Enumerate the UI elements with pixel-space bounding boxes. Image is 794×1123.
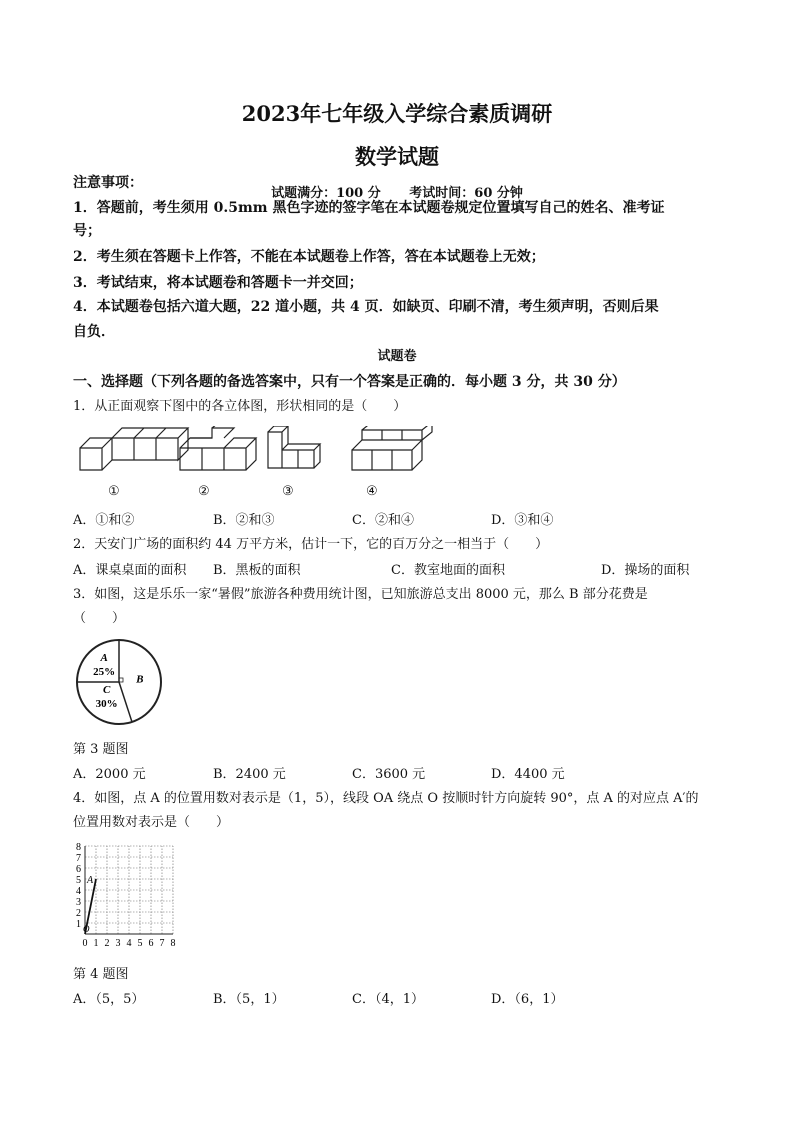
q2-stem: 2．天安门广场的面积约 44 万平方米，估计一下，它的百万分之一相当于（ ） [73,537,549,552]
q3-pie-chart [73,634,173,730]
exam-title: 2023年七年级入学综合素质调研 [241,101,553,126]
grid-x-label: 4 [126,938,132,949]
q4-option-c: C．（4，1） [352,992,424,1007]
solid-label-4: ④ [366,484,378,499]
q4-option-a: A．（5，5） [73,992,145,1007]
grid-y-label: 4 [76,886,81,897]
q2-option-b: B．黑板的面积 [213,563,301,578]
notes-heading: 注意事项： [73,175,143,191]
note-item: 1．答题前，考生须用 0.5mm 黑色字迹的签字笔在本试题卷规定位置填写自己的姓名、准考证 [73,200,665,216]
grid-x-label: 1 [93,938,99,949]
q3-option-a: A．2000 元 [73,767,146,782]
q4-stem-line2: 位置用数对表示是（ ） [73,815,230,830]
grid-x-label: 2 [104,938,110,949]
grid-y-label: 8 [76,842,81,853]
pie-slice-value-A: 25% [93,666,116,679]
solid-figure-4 [352,426,432,470]
q3-stem-paren: （ ） [73,611,126,626]
pie-slice-value-C: 30% [95,697,118,710]
grid-y-label: 7 [76,853,81,864]
q4-option-b: B．（5，1） [213,992,285,1007]
q3-caption: 第 3 题图 [73,742,129,757]
q4-option-d: D．（6，1） [491,992,564,1007]
q1-stem: 1．从正面观察下图中的各立体图，形状相同的是（ ） [73,399,407,414]
q2-option-d: D．操场的面积 [601,563,690,578]
q3-option-b: B．2400 元 [213,767,286,782]
solid-figure-1 [80,428,188,470]
subject-title: 数学试题 [355,144,439,169]
solid-label-1: ① [108,484,120,499]
time-info: 考试时间：60 分钟 [409,186,523,201]
solid-figure-3 [268,426,320,468]
solid-label-2: ② [198,484,210,499]
grid-x-label: 5 [137,938,143,949]
solid-figure-2 [180,426,256,470]
grid-x-label: 3 [115,938,121,949]
q3-option-d: D．4400 元 [491,767,565,782]
q1-option-b: B．②和③ [213,513,275,528]
q1-option-d: D．③和④ [491,513,554,528]
q4-stem: 4．如图，点 A 的位置用数对表示是（1，5），线段 OA 绕点 O 按顺时针方向旋转 90°，点 A 的对应点 A′的 [73,791,699,806]
q3-option-c: C．3600 元 [352,767,426,782]
note-item: 自负． [73,324,115,340]
q2-option-a: A．课桌桌面的面积 [73,563,187,578]
grid-y-label: 6 [76,864,81,875]
section1-heading: 一、选择题（下列各题的备选答案中，只有一个答案是正确的．每小题 3 分，共 30 分） [73,374,626,390]
grid-x-label: 0 [82,938,88,949]
score-info: 试题满分：100 分 [271,186,381,201]
solid-label-3: ③ [282,484,294,499]
paper-label: 试题卷 [377,349,417,364]
q1-option-a: A．①和② [73,513,135,528]
note-item: 号； [73,223,101,239]
point-O-label: O [83,924,90,934]
grid-y-label: 1 [76,919,81,930]
grid-x-label: 8 [170,938,176,949]
q1-solids-figure [76,426,436,476]
note-item: 3．考试结束，将本试题卷和答题卡一并交回； [73,275,363,291]
grid-y-label: 5 [76,875,81,886]
q2-option-c: C．教室地面的面积 [391,563,505,578]
note-item: 2．考生须在答题卡上作答，不能在本试题卷上作答，答在本试题卷上无效； [73,249,545,265]
q4-caption: 第 4 题图 [73,967,129,982]
pie-slice-label-C: C [102,683,111,696]
pie-slice-label-B: B [136,673,144,686]
q3-stem: 3．如图，这是乐乐一家“暑假”旅游各种费用统计图，已知旅游总支出 8000 元，那么 B 部分花费是 [73,587,648,602]
pie-slice-boundary-C [119,682,132,722]
q4-grid-figure [73,842,181,952]
point-A-label: A [87,875,94,886]
q1-option-c: C．②和④ [352,513,414,528]
grid-y-label: 3 [76,897,81,908]
note-item: 4．本试题卷包括六道大题，22 道小题，共 4 页．如缺页、印刷不清，考生须声明，否则后果 [73,299,659,315]
grid-x-label: 6 [148,938,154,949]
pie-slice-label-A: A [100,652,108,665]
grid-y-label: 2 [76,908,81,919]
grid-x-label: 7 [159,938,165,949]
